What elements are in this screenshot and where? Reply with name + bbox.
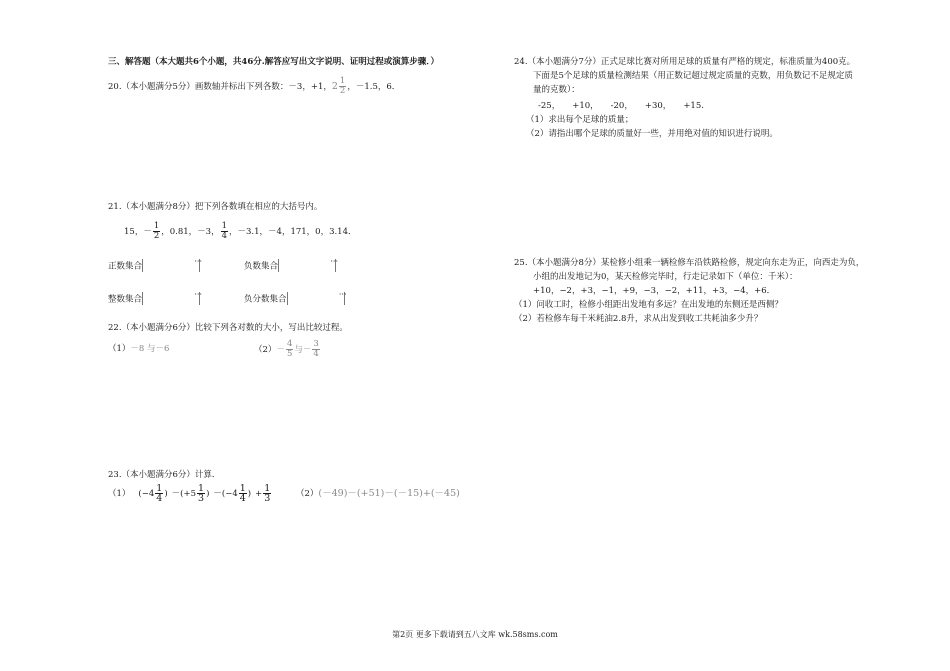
q23-p1-label: （1） (108, 489, 131, 499)
q23-t1-close: ) (164, 489, 168, 499)
q23-t3-close: ) (247, 489, 252, 499)
q21-f2-den: 4 (221, 231, 228, 241)
q23-part2 (296, 488, 460, 500)
section-title: 三、解答题（本大题共6个小题，共46分.解答应写出文字说明、证明过程或演算步骤．） (108, 57, 439, 67)
q24-data (538, 101, 704, 112)
question-25-line1: 25.（本小题满分8分）某检修小组乘一辆检修车沿铁路检修，规定向东走为正，向西走为负， (514, 258, 865, 268)
q24-data-item: +10， (572, 101, 599, 111)
question-24-line2: 下面是5个足球的质量检测结果（用正数记超过规定质量的克数，用负数记不足规定质 (533, 71, 853, 81)
q21-numbers (124, 222, 357, 241)
q23-op1: －(+5 (171, 489, 197, 499)
q23-p2-expr: (－49)－(+51)－(－15)+(－45) (318, 488, 460, 499)
q24-data-item: -25， (538, 101, 561, 111)
set-neg-fraction-brace[interactable] (287, 292, 345, 306)
dots: ··· (194, 290, 203, 299)
q23-op3: + (255, 489, 263, 499)
q23-t1-open: (−4 (138, 489, 155, 499)
set-neg-fraction (244, 292, 345, 306)
q22-part1 (108, 344, 169, 355)
set-negative-label: 负数集合 (244, 261, 279, 272)
q21-n3: ，－3.1，－4，171，0，3.14． (229, 227, 357, 237)
q25-sub2: （2）若检修车每千米耗油2.8升，求从出发到收工共耗油多少升？ (514, 314, 763, 324)
q22-p2-mid: 与－ (294, 345, 312, 355)
q23-t1-den: 4 (156, 493, 163, 504)
q25-sub1: （1）问收工时，检修小组距出发地有多远？在出发地的东侧还是西侧？ (514, 300, 783, 310)
q23-t2-num: 1 (198, 483, 205, 494)
page-footer: 第2页 更多下载请到五八文库 wk.58sms.com (392, 630, 558, 639)
question-22: 22.（本小题满分6分）比较下列各对数的大小，写出比较过程。 (108, 323, 348, 333)
dots: ··· (330, 257, 339, 266)
q22-p1-expr: －8 与－6 (130, 344, 170, 354)
q24-data-item: +30， (644, 101, 672, 111)
q24-sub1: （1）求出每个足球的质量； (526, 115, 634, 125)
q20-num: 1 (339, 76, 346, 86)
question-23: 23.（本小题满分6分）计算． (108, 470, 221, 480)
q23-t4-den: 3 (264, 493, 271, 504)
q23-t3-num: 1 (239, 483, 246, 494)
q23-part1 (108, 484, 272, 503)
q23-t4-num: 1 (264, 483, 271, 494)
dots: ··· (194, 257, 203, 266)
dots: ··· (338, 290, 347, 299)
q20-text: 20.（本小题满分5分）画数轴并标出下列各数：－3，+1， (108, 82, 332, 92)
q20-tail: ，－1.5，6． (347, 82, 401, 92)
q20-whole: 2 (331, 81, 338, 92)
q22-p2-minus: － (276, 345, 285, 355)
set-integer (108, 290, 203, 306)
q23-t3-den: 4 (239, 493, 246, 504)
q24-data-item: -20， (610, 101, 633, 111)
q23-p2-label: （2） (296, 489, 319, 499)
set-neg-fraction-label: 负分数集合 (244, 294, 287, 305)
q21-f1-num: 1 (153, 221, 160, 231)
q22-f2-num: 3 (313, 339, 319, 349)
question-21: 21.（本小题满分8分）把下列各数填在相应的大括号内。 (108, 202, 323, 212)
question-24-line3: 量的克数）： (533, 85, 580, 95)
q22-f1-num: 4 (286, 339, 293, 349)
set-integer-label: 整数集合 (108, 294, 143, 305)
q24-sub2: （2）请指出哪个足球的质量好一些，并用绝对值的知识进行说明。 (526, 129, 778, 139)
set-integer-brace[interactable] (142, 290, 203, 306)
question-25-line2: 小组的出发地记为0，某天检修完毕时，行走记录如下（单位：千米）： (533, 272, 798, 282)
q20-den: 2 (339, 86, 346, 96)
q20-mixed-fraction (332, 77, 347, 96)
q24-data-item: +15. (683, 101, 704, 111)
q21-n2: ，0.81，－3， (161, 227, 220, 237)
q21-n1: 15，－ (124, 227, 152, 237)
q25-data: +10，−2，+3，−1，+9，−3，−2，+11，+3，−4，+6． (533, 286, 776, 296)
q22-f2-den: 4 (313, 349, 319, 359)
question-24-line1: 24.（本小题满分7分）正式足球比赛对所用足球的质量有严格的规定，标准质量为400克。 (514, 57, 856, 67)
q22-f1-den: 5 (286, 349, 293, 359)
q23-op2: －(−4 (213, 489, 238, 499)
q21-f1-den: 2 (153, 231, 160, 241)
q23-t2-close: ) (206, 489, 210, 499)
q22-part2 (254, 340, 321, 359)
set-positive-label: 正数集合 (108, 261, 143, 272)
q23-t2-den: 3 (198, 493, 205, 504)
q23-t1-num: 1 (156, 483, 163, 494)
set-negative (244, 257, 339, 273)
set-positive-brace[interactable] (142, 257, 203, 273)
set-negative-brace[interactable] (278, 257, 339, 273)
q22-p1-label: （1） (108, 344, 131, 354)
set-positive (108, 257, 203, 273)
question-20 (108, 77, 400, 96)
q22-p2-label: （2） (254, 345, 277, 355)
q21-f2-num: 1 (221, 221, 228, 231)
